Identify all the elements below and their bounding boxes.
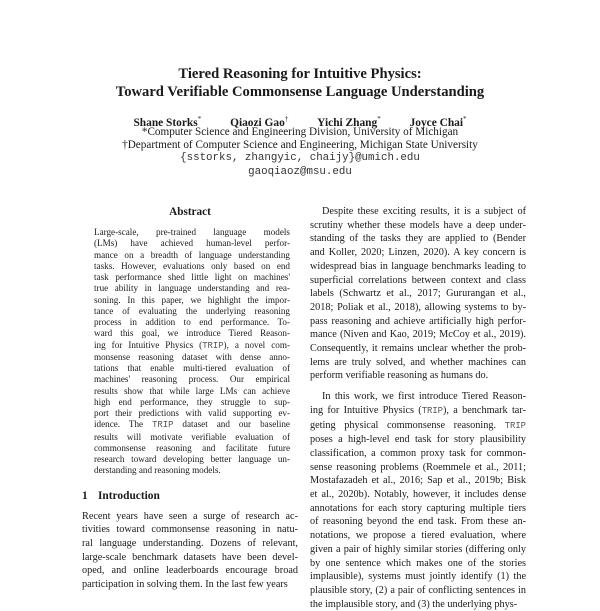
text-line: port their predictions with valid supporting ev- (94, 408, 290, 418)
author: Joyce Chai* (409, 115, 467, 129)
text-line: geting physical commonsense reasoning. TRIP (310, 419, 526, 431)
text-line: the implausible story, and (3) the underlying phys- (310, 598, 518, 610)
text-line: research toward developing better language un- (94, 454, 290, 464)
text-line: pass reasoning and achieve artificially high perfor- (310, 315, 526, 327)
text-line: implausible), systems must jointly identify (1) the (310, 571, 526, 583)
text-line: perform verifiable reasoning as humans do. (310, 370, 489, 382)
affiliation-line: *Computer Science and Engineering Division, University of Michigan (141, 126, 459, 138)
text-line: given a pair of highly similar stories (differing only (310, 543, 526, 555)
text-line: sense reasoning problems (Roemmele et al., 2011; (310, 461, 526, 473)
text-line: labels (Schwartz et al., 2017; Gururangan et al., (310, 288, 526, 300)
section-number: 1 (82, 489, 88, 502)
author: Yichi Zhang* (317, 115, 381, 129)
text-line: (LMs) have achieved human-level perfor- (94, 238, 290, 249)
intro-paragraph (82, 510, 298, 592)
text-line: monsense reasoning dataset with dense anno- (94, 351, 290, 362)
text-line: soning. In this paper, we highlight the impor- (94, 294, 290, 305)
text-line: of reasoning beyond the end task. From these an- (310, 516, 526, 528)
text-line: poses a high-level end task for story plausibility (310, 434, 526, 446)
text-line: widespread bias in language benchmarks leading to (310, 260, 526, 272)
text-line: tance of evaluating the underlying reasoning (94, 305, 290, 316)
text-line: by one sentence which makes one of the stories (310, 557, 526, 569)
text-line: ral language understanding. Dozens of relevant, (82, 537, 298, 549)
text-line: large-scale benchmark datasets have been devel- (82, 551, 298, 563)
text-line: ward this goal, we introduce Tiered Reason- (94, 328, 290, 339)
abstract-body (82, 227, 290, 477)
text-line: mance (Niven and Kao, 2019; McCoy et al., 2019). (310, 329, 526, 341)
text-line: oped, and online leaderboards encourage broad (82, 565, 298, 577)
text-line: results show that while large LMs can achieve (94, 385, 290, 396)
email-line: {sstorks, zhangyic, chaijy}@umich.edu (180, 152, 420, 165)
text-line: true ability in language understanding and rea- (94, 283, 290, 294)
text-line: mance on a breadth of language understanding (94, 249, 290, 260)
text-line: high end performance, they struggle to sup- (94, 396, 290, 407)
text-line: Mostafazadeh et al., 2016; Sap et al., 2019b; Bisk (310, 475, 526, 487)
affiliations (0, 126, 600, 179)
text-line: Recent years have seen a surge of research ac- (82, 510, 298, 522)
text-line: process in addition to end performance. To- (94, 317, 290, 327)
text-line: results will motivate verifiable evaluation of (94, 431, 290, 442)
text-line: ing for Intuitive Physics (TRIP), a benchmark tar- (310, 404, 526, 416)
text-line: tasks. However, evaluations only based on end (94, 260, 290, 271)
text-line: notations, we propose a tiered evaluation, where (310, 530, 526, 542)
author: Qiaozi Gao† (230, 115, 289, 129)
text-line: and Koller, 2020; Linzen, 2020). A key concern is (310, 247, 526, 259)
text-line: superficial correlations between context and class (310, 274, 526, 286)
text-line: derstanding and reasoning models. (94, 465, 221, 476)
text-line: commonsense reasoning and facilitate future (94, 442, 290, 453)
text-line: Despite these exciting results, it is a subject of (322, 206, 526, 217)
text-line: Large-scale, pre-trained language models (94, 227, 290, 237)
paper-title (0, 65, 600, 101)
text-line: participation in solving them. In the last few years (82, 579, 288, 591)
text-line: idence. The TRIP dataset and our baseline (94, 419, 290, 431)
text-line: plausible story, (2) a pair of conflicting sentences in (310, 584, 526, 596)
text-line: 2018; Poliak et al., 2018), allowing systems to by- (310, 301, 526, 313)
section-title: Introduction (98, 489, 160, 502)
text-line: lems are truly solved, and whether machines can (310, 356, 526, 368)
text-line: ing for Intuitive Physics (TRIP), a novel com- (94, 339, 290, 351)
text-line: classification, a common proxy task for common- (310, 447, 526, 459)
text-line: task performance shed little light on machines' (94, 272, 290, 282)
text-line: In this work, we first introduce Tiered Reason- (322, 391, 526, 403)
email-line: gaoqiaoz@msu.edu (248, 165, 352, 178)
text-line: Consequently, it remains unclear whether the prob- (310, 343, 526, 355)
left-column (82, 205, 298, 592)
abstract-heading: Abstract (169, 206, 211, 218)
text-line: scrutiny whether these models have a deep under- (310, 219, 526, 231)
text-line: annotations for each story capturing multiple tiers (310, 502, 526, 514)
title-line-2: Toward Verifiable Commonsense Language Understanding (115, 84, 485, 100)
text-line: et al., 2020b). Notably, however, it includes dense (310, 489, 526, 501)
body-paragraph-1 (310, 205, 526, 383)
affiliation-line: †Department of Computer Science and Engineering, Michigan State University (122, 139, 478, 152)
text-line: standing of the tasks they are applied to (Bender (310, 233, 526, 245)
title-line-1: Tiered Reasoning for Intuitive Physics: (178, 66, 422, 82)
text-line: tations that enable multi-tiered evaluation of (94, 363, 290, 373)
text-line: tivities toward commonsense reasoning in natu- (82, 524, 298, 536)
author: Shane Storks* (133, 115, 202, 129)
right-column (310, 205, 526, 611)
text-line: machines' reasoning process. Our empirical (94, 374, 290, 385)
body-paragraph-2 (310, 390, 526, 611)
section-heading-introduction (82, 489, 298, 503)
